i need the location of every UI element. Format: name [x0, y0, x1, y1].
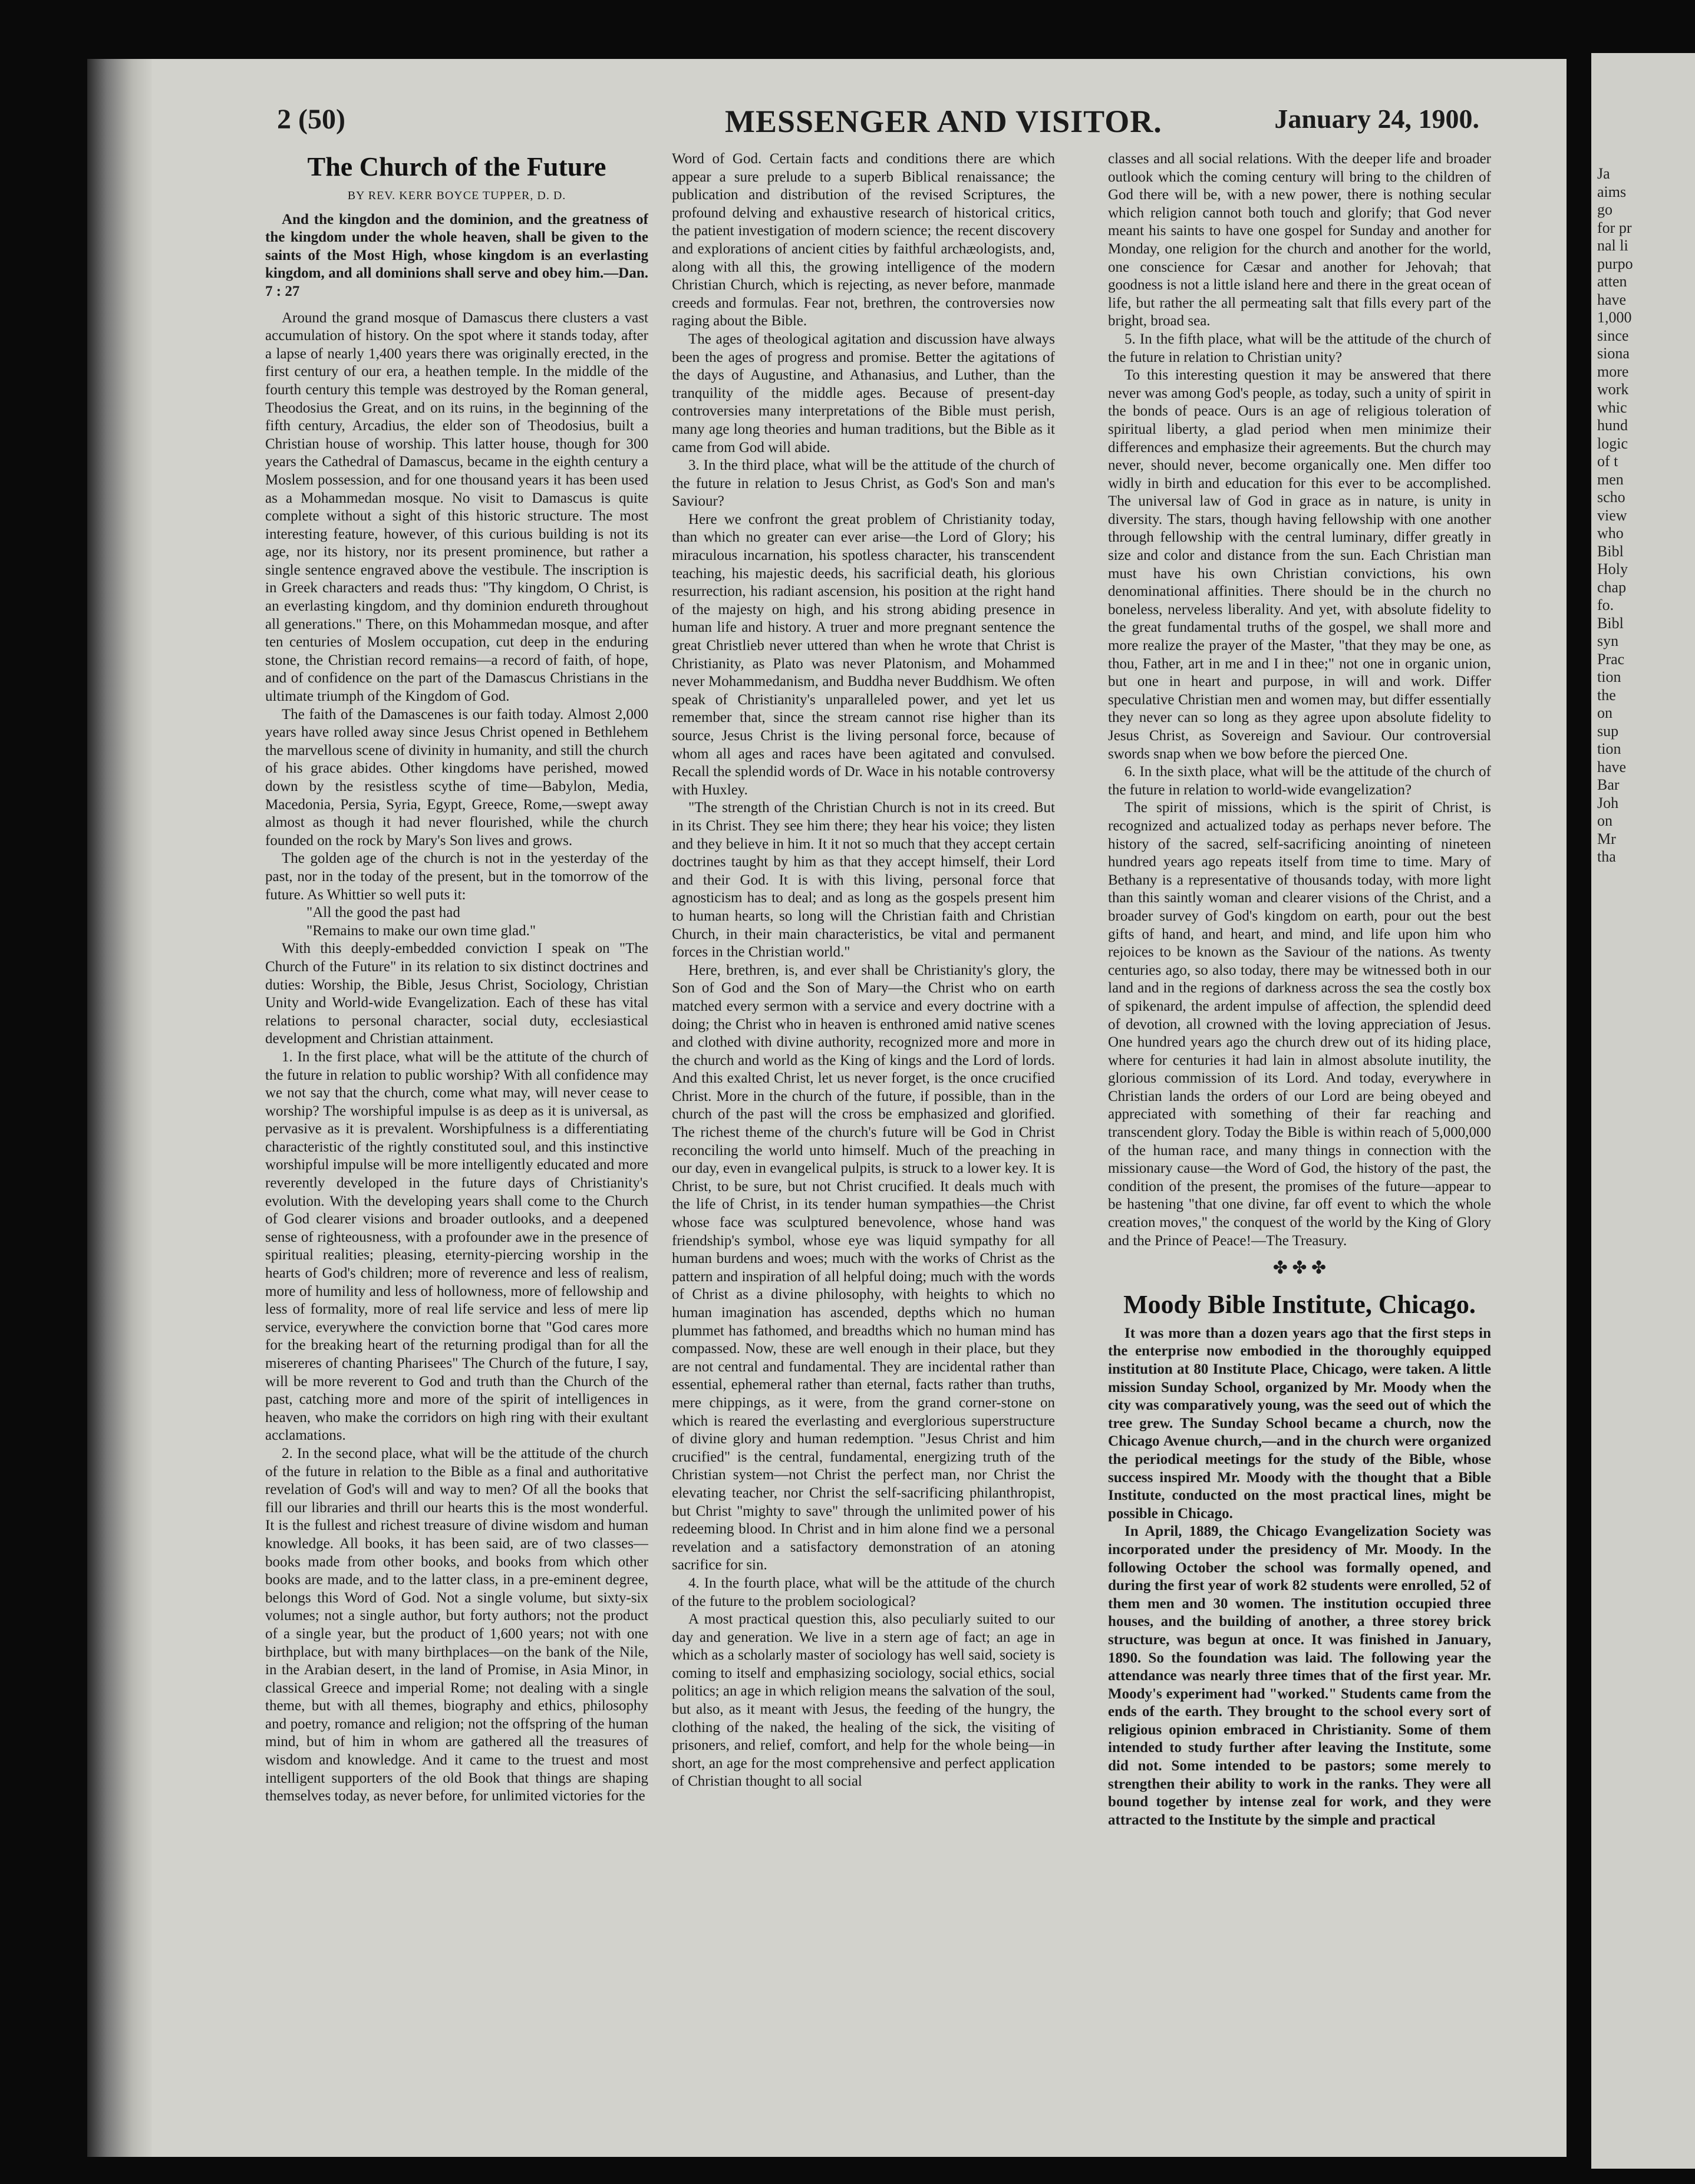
paragraph: The golden age of the church is not in the yesterday of the past, nor in the today of the present, but in the tomorrow of the future. As Whittier so well puts it: — [265, 850, 648, 903]
paragraph: The faith of the Damascenes is our faith today. Almost 2,000 years have rolled away since Jesus Christ opened in Bethlehem the marvellous scene of divinity in humanity, and still the church of his grace abides. Other kingdoms have perished, mowed down by the resistless scythe of time—Babylon, Media, Macedonia, Persia, Syria, Egypt, Greece, Rome,—swept away almost as though it had never flourished, while the church founded on the rock by Mary's Son lives and grows. — [265, 706, 648, 849]
paragraph: Here, brethren, is, and ever shall be Christianity's glory, the Son of God and the Son of Mary—the Christ who on earth matched every sermon with a service and every doctrine with a doing; the Christ who in heaven is enthroned amid native scenes and clothed with divine authority, recognized more and more in the church and world as the King of kings and the Lord of lords. And this exalted Christ, let us never forget, is the once crucified Christ. More in the church of the future, if possible, than in the church of the past will the cross be emphasized and glorified. The richest theme of the church's future will be God in Christ reconciling the world unto himself. Much of the preaching in our day, even in evangelical pulpits, is struck to a lower key. It is Christ, to be sure, but not Christ crucified. It deals much with the life of Christ, in its tender human sympathies—the Christ whose face was sculptured benevolence, whose hand was friendship's symbol, whose eye was liquid sympathy for all human burdens and woes; much with the works of Christ as the pattern and inspiration of all helpful doing; much with the words of Christ as a divine philosophy, with heights to which no human imagination has ascended, depths which no human plummet has fathomed, and breadths which no human mind has compassed. Now, these are well enough in their place, but they are not central and fundamental. They are incidental rather than essential, ephemeral rather than eternal, facts rather than truths, mere chippings, as it were, from the grand corner-stone on which is reared the everlasting and everglorious superstructure of divine glory and human redemption. "Jesus Christ and him crucified" is the central, fundamental, energizing truth of the Christian system—not Christ the perfect man, nor Christ the elevating teacher, nor Christ the self-sacrificing philanthropist, but Christ "mighty to save" through the unlimited power of his redeeming blood. In Christ and in him alone find we a personal revelation and a satisfactory demonstration of an atoning sacrifice for sin. — [672, 962, 1055, 1573]
adjacent-page-strip — [1591, 53, 1695, 2169]
issue-date: January 24, 1900. — [1274, 104, 1479, 134]
quotation: "The strength of the Christian Church is not in its creed. But in its Christ. They see him there; they hear his voice; they listen and they believe in him. It it not so much that they accept certain doctrines taught by him as that they accept himself, their Lord and their God. It is with this living, personal force that agnosticism has to deal; and as long as the gospels present him to human hearts, so long will the Christian faith and Christian Church, in their main characteristics, be vital and permanent forces in the Christian world." — [672, 800, 1055, 961]
verse-line: "Remains to make our own time glad." — [306, 922, 536, 939]
verse-line: "All the good the past had — [306, 905, 460, 921]
paragraph: 5. In the fifth place, what will be the attitude of the church of the future in relation to Christian unity? — [1108, 331, 1491, 365]
paragraph: The spirit of missions, which is the spirit of Christ, is recognized and actualized today as perhaps never before. The history of the sacred, self-sacrificing anointing of nineteen hundred years ago repeats itself from time to time. Mary of Bethany is a representative of thousands today, with more light than this saintly woman and clearer visions of the Christ, and a broader survey of God's kingdom on earth, pour out the best gifts of hand, and heart, and mind, and life upon him who rejoices to be known as the Saviour of the nations. As twenty centuries ago, so also today, there may be witnessed both in our land and in the regions of darkness across the sea the costly box of spikenard, the ardent impulse of affection, the splendid deed of devotion, all crowned with the loving appreciation of Jesus. One hundred years ago the church drew out of its hiding place, where for centuries it had lain in almost absolute inutility, the glorious commission of its Lord. And today, everywhere in Christian lands the orders of our Lord are being obeyed and appreciated with something of their far reaching and transcendent glory. Today the Bible is within reach of 5,000,000 of the human race, and many things in connection with the missionary cause—the Word of God, the history of the past, the condition of the present, the promises of the future—appear to be hastening "that one divine, far off event to which the whole creation moves," the conquest of the world by the King of Glory and the Prince of Peace!—The Treasury. — [1108, 800, 1491, 1249]
paragraph: classes and all social relations. With the deeper life and broader outlook which the coming century will bring to the children of God there will be, with a new power, there is nothing secular which religion cannot both touch and glorify; that God never meant his saints to have one gospel for Sunday and another for Monday, one religion for the church and another for the world, one conscience for Cæsar and another for Jehovah; that goodness is not a little island here and there in the great ocean of life, but rather the all permeating salt that fills every part of the bright, broad sea. — [1108, 151, 1491, 329]
paragraph: The ages of theological agitation and discussion have always been the ages of progress and promise. Better the agitations of the days of Augustine, and Athanasius, and Luther, than the tranquility of the middle ages. Because of present-day controversies many interpretations of the Bible must perish, many age long theories and human traditions, but the Bible as it came from God will abide. — [672, 331, 1055, 456]
column-3 — [1108, 150, 1491, 2113]
section-ornament: ✤ ✤ ✤ — [1272, 1258, 1327, 1278]
paragraph: Here we confront the great problem of Christianity today, than which no greater can ever arise—the Lord of Glory; his miraculous incarnation, his spotless character, his transcendent teaching, his majestic deeds, his sacrificial death, his glorious resurrection, his radiant ascension, his position at the right hand of the majesty on high, and his strong abiding presence in human life and history. A truer and more pregnant sentence the great Christlieb never uttered than when he wrote that Christ is Christianity, as Plato was never Platonism, and Mohammed never Mohammedanism, and Buddha never Buddhism. We often speak of Christianity's unparalleled power, and yet let us remember that, since the stream cannot rise higher than its source, Jesus Christ is the living personal force, because of whom all ages and races have been agitated and convulsed. Recall the splendid words of Dr. Wace in his notable controversy with Huxley. — [672, 511, 1055, 798]
page-binding-edge — [87, 59, 152, 2157]
paragraph: 2. In the second place, what will be the attitude of the church of the future in relation to the Bible as a final and authoritative revelation of God's will and way to men? Of all the books that fill our libraries and thrill our hearts this is the most wonderful. It is the fullest and richest treasure of divine wisdom and human knowledge. All books, it has been said, are of two classes—books made from other books, and books from which other books are made, and to the latter class, in a pre-eminent degree, belongs this Word of God. Not a single volume, but sixty-six volumes; not a single author, but forty authors; not the product of a single year, but the product of 1,600 years; not with one birthplace, but with many birthplaces—on the bank of the Nile, in the Arabian desert, in the land of Promise, in Asia Minor, in classical Greece and imperial Rome; not dealing with a single theme, but with all themes, biography and ethics, philosophy and poetry, romance and religion; not the offspring of the human mind, but of him in whom are gathered all the treasures of wisdom and knowledge. And it came to the truest and most intelligent supporters of the old Book that things are shaping themselves today, as never before, for unlimited victories for the — [265, 1445, 648, 1804]
paragraph: 3. In the third place, what will be the attitude of the church of the future in relation to Jesus Christ, as God's Son and man's Saviour? — [672, 457, 1055, 510]
paragraph: 6. In the sixth place, what will be the attitude of the church of the future in relation to world-wide evangelization? — [1108, 764, 1491, 798]
paragraph: To this interesting question it may be answered that there never was among God's people, as today, such a unity of spirit in the bonds of peace. Ours is an age of religious toleration of spiritual liberty, a glad period when men minimize their differences and emphasize their agreements. But the church may never, should never, become organically one. Men differ too widly in birth and education for this ever to be accomplished. The universal law of God in grace as in nature, is unity in diversity. The stars, though having fellowship with one another through fellowship with the central luminary, differ greatly in size and color and distance from the sun. Each Christian man must have his own Christian convictions, his own denominational affinities. There should be in the church no boneless, nerveless liberality. And yet, with absolute fidelity to the great fundamental truths of the gospel, we shall more and more realize the prayer of the Master, "that they may be one, as thou, Father, art in me and I in thee;" not one in organic union, but one in heart and purpose, in will and work. Differ speculative Christian men and women may, but differ essentially they never can so long as they agree upon absolute fidelity to Jesus Christ, as Sovereign and Saviour. Our controversial swords snap when we bow before the pierced One. — [1108, 367, 1491, 762]
paragraph: In April, 1889, the Chicago Evangelization Society was incorporated under the presidency of Mr. Moody. In the following October the school was formally opened, and during the first year of work 82 students were enrolled, 52 of them men and 30 women. The institution occupied three houses, and the building of another, a three storey brick structure, was begun at once. It was finished in January, 1890. So the foundation was laid. The following year the attendance was nearly three times that of the first year. Mr. Moody's experiment had "worked." Students came from the ends of the earth. They brought to the school every sort of religious opinion embraced in Christianity. Some of them intended to study further after leaving the Institute, some did not. Some intended to be pastors; some merely to strengthen their ability to work in the ranks. They were all bound together by intense zeal for work, and they were attracted to the Institute by the simple and practical — [1108, 1523, 1491, 1828]
article-byline: BY REV. KERR BOYCE TUPPER, D. D. — [347, 189, 566, 202]
paragraph: 4. In the fourth place, what will be the attitude of the church of the future to the problem sociological? — [672, 1575, 1055, 1609]
publication-title: MESSENGER AND VISITOR. — [725, 104, 1162, 139]
column-1 — [265, 150, 648, 2113]
epigraph: And the kingdon and the dominion, and the greatness of the kingdom under the whole heaven, shall be given to the saints of the Most High, whose kingdom is an everlasting kingdom, and all dominions shall serve and obey him.—Dan. 7 : 27 — [265, 211, 648, 299]
article-title: The Church of the Future — [307, 151, 606, 182]
paragraph: With this deeply-embedded conviction I speak on "The Church of the Future" in its relation to six distinct doctrines and duties: Worship, the Bible, Jesus Christ, Sociology, Christian Unity and World-wide Evangelization. Each of these has vital relations to personal character, social duty, ecclesiastical development and Christian attainment. — [265, 941, 648, 1047]
paragraph: 1. In the first place, what will be the attitute of the church of the future in relation to public worship? With all confidence may we not say that the church, come what may, will never cease to worship? The worshipful impulse is as deep as it is universal, as pervasive as it is prevalent. Worshipfulness is a differentiating characteristic of the rightly constituted soul, and this instinctive worshipful impulse will be more intelligently educated and more reverently developed in the future days of Christianity's evolution. With the developing years shall come to the Church of God clearer visions and broader outlooks, and a deepened sense of righteousness, with a profounder awe in the presence of spiritual realities; pleasing, eternity-piercing worship in the hearts of God's children; more of reverence and less of realism, more of humility and less of hollowness, more of fellowship and less of formality, more of real life service and less of mere lip service, everywhere the conviction borne that "God cares more for the breaking heart of the returning prodigal than for all the misereres of chanting Pharisees" The Church of the future, I say, will be more reverent to God and truth than the Church of the past, catching more and more of the spirit of intelligences in heaven, who make the corridors on high ring with their exultant acclamations. — [265, 1048, 648, 1444]
paragraph: It was more than a dozen years ago that the first steps in the enterprise now embodied in the thoroughly equipped institution at 80 Institute Place, Chicago, were taken. A little mission Sunday School, organized by Mr. Moody when the city was comparatively young, was the seed out of which the tree grew. The Sunday School became a church, now the Chicago Avenue church,—and in the church were organized the periodical meetings for the study of the Bible, whose success inspired Mr. Moody with the thought that a Bible Institute, conducted on the most practical lines, might be possible in Chicago. — [1108, 1325, 1491, 1522]
paragraph: Word of God. Certain facts and conditions there are which appear a sure prelude to a superb Biblical renaissance; the publication and distribution of the revised Scriptures, the profound delving and exhaustive research of historical critics, the patient investigation of modern science; the recent discovery and explorations of ancient cities by faithful archæologists, and, along with all this, the growing intelligence of the modern Christian Church, which is rejecting, as never before, manmade creeds and formulas. Fear not, brethren, the controversies now raging about the Bible. — [672, 151, 1055, 329]
page-number: 2 (50) — [277, 104, 345, 135]
adjacent-page-text: Ja aims go for pr nal li purpo atten have 1,000 since siona more work whic hund logic of t men scho view who Bibl Holy chap fo. Bibl syn Prac tion the on sup tion have Bar Joh on Mr tha — [1597, 165, 1633, 865]
column-2 — [672, 150, 1055, 2113]
paragraph: Around the grand mosque of Damascus there clusters a vast accumulation of history. On the spot where it stands today, after a lapse of nearly 1,400 years there was originally erected, in the first century of our era, a heathen temple. In the middle of the fourth century this temple was destroyed by the Roman general, Theodosius the Great, and on its ruins, in the beginning of the fifth century, Arcadius, the elder son of Theodosius, built a Christian house of worship. This latter house, though for 300 years the Cathedral of Damascus, became in the eighth century a Moslem possession, and for one thousand years it has been used as a Mohammedan mosque. No visit to Damascus is quite complete without a sight of this historic structure. The most interesting feature, however, of this curious building is not its age, nor its history, nor its present prominence, but rather a single sentence engraved above the vestibule. The inscription is in Greek characters and reads thus: "Thy kingdom, O Christ, is an everlasting kingdom, and thy dominion endureth throughout all generations." There, on this Mohammedan mosque, and after ten centuries of Moslem occupation, cut deep in the enduring stone, the Christian record remains—a record of faith, of hope, and of confidence on the part of the Damascus Christians in the ultimate triumph of the Kingdom of God. — [265, 309, 648, 705]
masthead — [177, 97, 1479, 144]
paragraph: A most practical question this, also peculiarly suited to our day and generation. We live in a stern age of fact; an age in which as a scholarly master of sociology has well said, society is coming to itself and emphasizing sociology, social ethics, social politics; an age in which religion means the salvation of the soul, but also, as it meant with Jesus, the feeding of the hungry, the clothing of the naked, the healing of the sick, the visiting of prisoners, and relief, comfort, and help for the whole being—in short, an age for the most comprehensive and perfect application of Christian thought to all social — [672, 1611, 1055, 1790]
article-title: Moody Bible Institute, Chicago. — [1123, 1289, 1476, 1319]
